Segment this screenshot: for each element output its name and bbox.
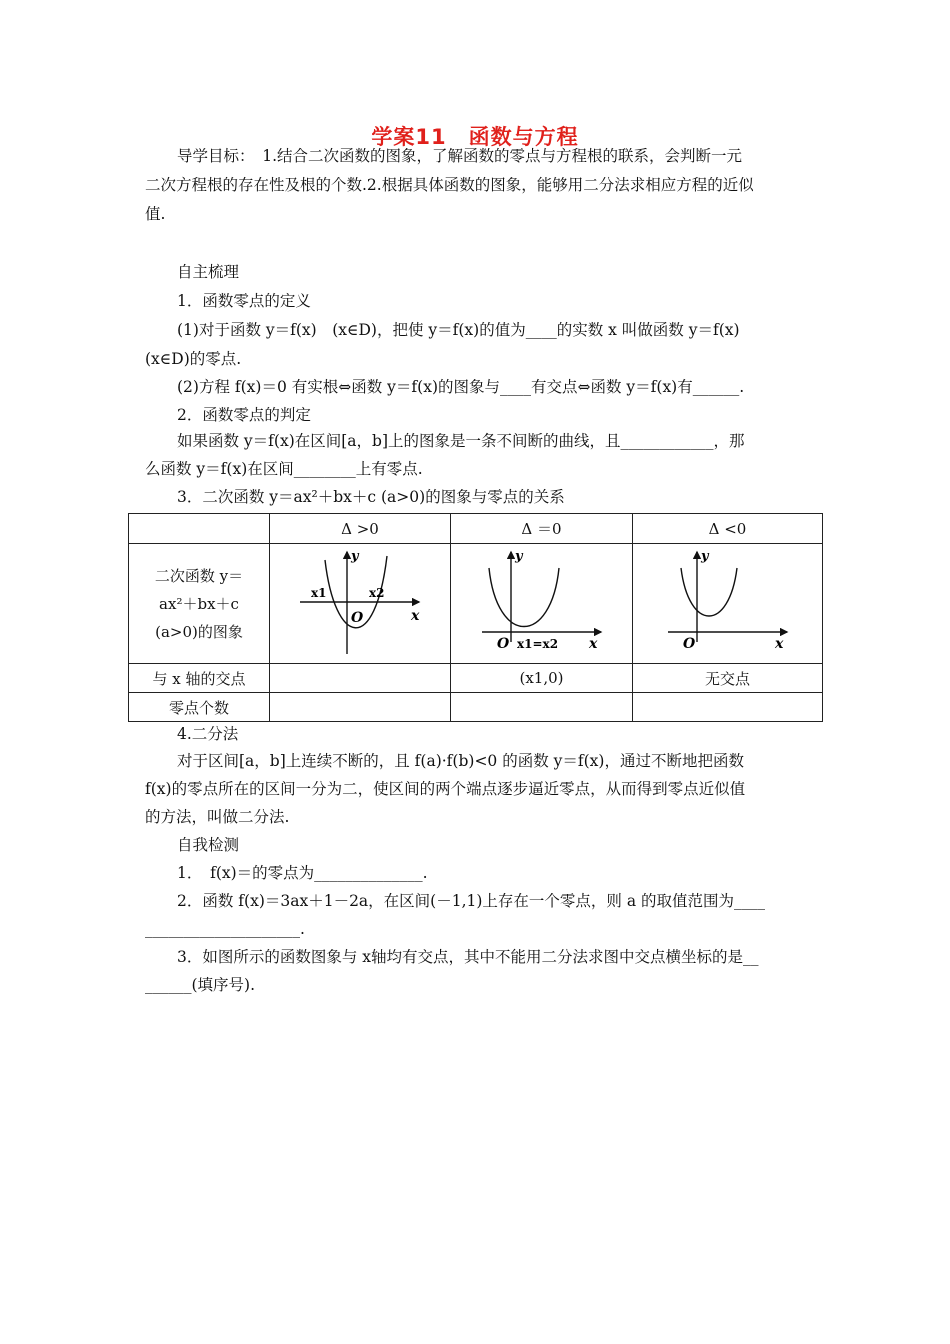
graph-one-root (477, 546, 607, 658)
x-label: x (411, 607, 420, 624)
x1-eq-x2-label: x1=x2 (516, 636, 558, 651)
table-header-delta-zero: Δ ＝0 (451, 514, 633, 544)
row-label-intersections: 与 x 轴的交点 (129, 664, 270, 693)
section-2-para-1b: 么函数 y＝f(x)在区间________上有零点. (145, 460, 423, 478)
zero-count-no-root (633, 693, 823, 722)
question-3a: 3．如图所示的函数图象与 x轴均有交点，其中不能用二分法求图中交点横坐标的是__ (177, 948, 759, 966)
graph-two-roots (295, 546, 425, 658)
section-2-title: 2．函数零点的判定 (177, 406, 311, 424)
intro-line-3: 值. (145, 205, 166, 223)
section-1-para-2: (2)方程 f(x)＝0 有实根⇔函数 y＝f(x)的图象与____有交点⇔函数 y＝f(x)有______. (177, 378, 745, 396)
x-label: x (774, 635, 783, 652)
intro-line-1: 导学目标： 1.结合二次函数的图象，了解函数的零点与方程根的联系，会判断一元 (177, 147, 743, 165)
selftest-heading: 自我检测 (177, 836, 240, 854)
graph-two-roots-cell (270, 544, 451, 664)
table-header-delta-positive: Δ >0 (270, 514, 451, 544)
table-header-delta-negative: Δ <0 (633, 514, 823, 544)
y-label: y (700, 548, 709, 564)
row-label-graph-line-2: ax²＋bx＋c (159, 594, 239, 613)
bisection-para-2: f(x)的零点所在的区间一分为二，使区间的两个端点逐步逼近零点，从而得到零点近似值 (145, 780, 746, 798)
table-header-blank (129, 514, 270, 544)
section-1-para-1b: (x∈D)的零点. (145, 350, 242, 368)
parabola-curve (681, 568, 737, 616)
y-label: y (351, 548, 359, 564)
x1-label: x1 (311, 585, 327, 600)
origin-label: O (351, 609, 364, 626)
row-label-graph-line-3: (a>0)的图象 (155, 622, 243, 641)
question-2b: ____________________. (145, 920, 305, 938)
question-3b: ______(填序号). (145, 976, 256, 994)
intersections-two-roots (270, 664, 451, 693)
intersections-one-root: (x1,0) (451, 664, 633, 693)
row-label-graph (129, 544, 270, 664)
question-2a: 2．函数 f(x)＝3ax＋1－2a，在区间(－1,1)上存在一个零点，则 a 的取值范围为____ (177, 892, 766, 910)
bisection-title: 4.二分法 (177, 725, 239, 743)
x-label: x (588, 635, 597, 652)
graph-no-root (663, 546, 793, 658)
origin-label: O (496, 635, 509, 652)
graph-one-root-cell (451, 544, 633, 664)
intersections-no-root: 无交点 (633, 664, 823, 693)
review-heading: 自主梳理 (177, 263, 240, 281)
question-1: 1． f(x)＝的零点为______________. (177, 864, 428, 882)
bisection-para-1: 对于区间[a，b]上连续不断的，且 f(a)·f(b)<0 的函数 y＝f(x)，通过不断地把函数 (177, 752, 744, 770)
section-1-title: 1．函数零点的定义 (177, 292, 311, 310)
page-title: 学案11 函数与方程 (371, 125, 579, 149)
row-label-graph-line-1: 二次函数 y＝ (154, 566, 244, 585)
section-3-title: 3．二次函数 y＝ax²＋bx＋c (a>0)的图象与零点的关系 (177, 488, 565, 506)
bisection-para-3: 的方法，叫做二分法. (145, 808, 290, 826)
x2-label: x2 (369, 585, 385, 600)
zero-count-one-root (451, 693, 633, 722)
quadratic-zero-table (128, 513, 823, 722)
section-1-para-1a: (1)对于函数 y＝f(x) (x∈D)，把使 y＝f(x)的值为____的实数 x 叫做函数 y＝f(x) (177, 321, 740, 339)
row-label-zero-count: 零点个数 (129, 693, 270, 722)
section-2-para-1a: 如果函数 y＝f(x)在区间[a，b]上的图象是一条不间断的曲线，且____________，那 (177, 432, 745, 450)
y-label: y (514, 548, 523, 564)
zero-count-two-roots (270, 693, 451, 722)
parabola-curve (489, 568, 559, 627)
origin-label: O (682, 635, 695, 652)
intro-line-2: 二次方程根的存在性及根的个数.2.根据具体函数的图象，能够用二分法求相应方程的近似 (145, 176, 754, 194)
graph-no-root-cell (633, 544, 823, 664)
